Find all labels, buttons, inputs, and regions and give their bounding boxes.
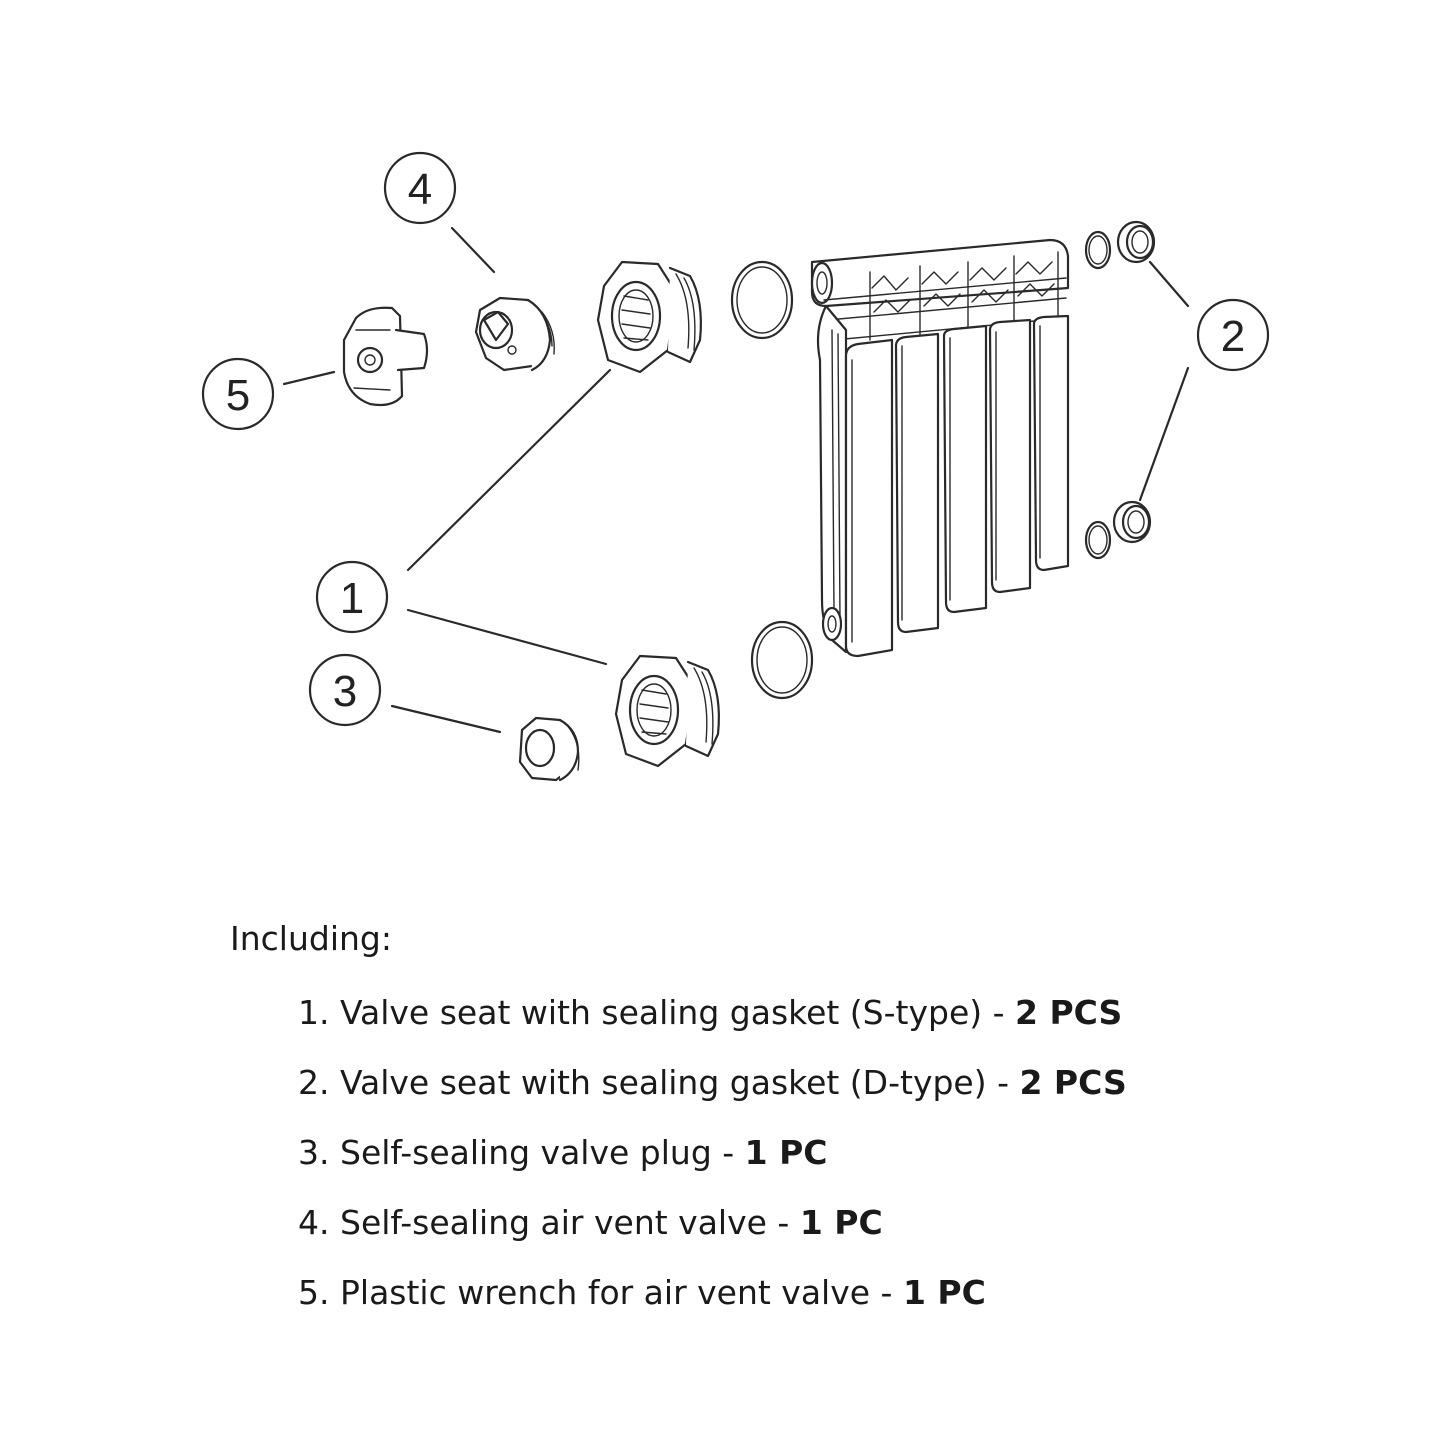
parts-list-item [230,1118,1330,1188]
callout-3-label: 3 [332,667,358,716]
item-text: Valve seat with sealing gasket (S-type) - [340,993,1016,1032]
parts-list-item [230,978,1330,1048]
item-number: 2. [298,1063,330,1102]
callout-2-label: 2 [1220,312,1246,361]
valve-plug [520,718,579,780]
valve-seat-d-bottom [1114,502,1150,542]
valve-seat-d-top [1118,222,1154,262]
item-text: Plastic wrench for air vent valve - [340,1273,903,1312]
parts-list-item [230,1258,1330,1328]
gasket-ring-top-right [1086,232,1110,268]
valve-seat-s-bottom [616,656,719,766]
item-text: Valve seat with sealing gasket (D-type) - [340,1063,1020,1102]
valve-seat-s-top [598,262,701,372]
callout-3 [310,655,380,725]
gasket-ring-bottom-right [1086,522,1110,558]
item-quantity: 2 PCS [1015,993,1123,1032]
item-text: Self-sealing air vent valve - [340,1203,800,1242]
callout-1-label: 1 [339,574,365,623]
item-quantity: 1 PC [744,1133,828,1172]
gasket-ring-top-left [732,262,792,338]
callout-5-label: 5 [225,371,251,420]
item-number: 1. [298,993,330,1032]
air-vent-valve [476,298,554,370]
item-quantity: 1 PC [902,1273,986,1312]
gasket-ring-bottom-left [752,622,812,698]
parts-list-item [230,1188,1330,1258]
parts-list [230,912,1330,1328]
parts-list-item [230,1048,1330,1118]
plastic-wrench [344,308,427,405]
item-number: 4. [298,1203,330,1242]
item-text: Self-sealing valve plug - [340,1133,745,1172]
item-quantity: 1 PC [799,1203,883,1242]
radiator [812,240,1068,656]
callout-1 [317,562,387,632]
callout-4 [385,153,455,223]
item-number: 3. [298,1133,330,1172]
callout-5 [203,359,273,429]
item-quantity: 2 PCS [1019,1063,1127,1102]
parts-list-heading: Including: [230,919,392,958]
callout-4-label: 4 [407,165,433,214]
item-number: 5. [298,1273,330,1312]
callout-2 [1198,300,1268,370]
